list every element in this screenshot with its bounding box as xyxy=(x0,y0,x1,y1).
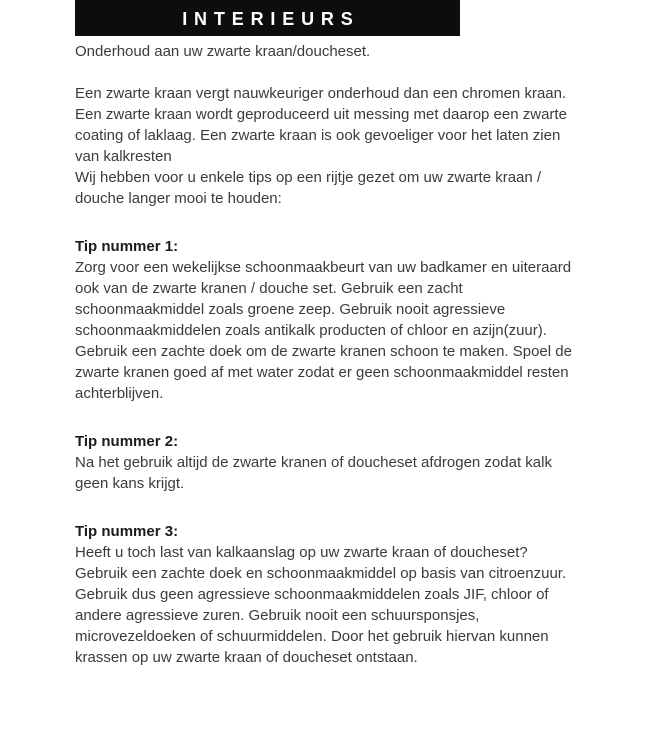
tip-1-paragraph-1: Zorg voor een wekelijkse schoonmaakbeurt van uw badkamer en uiteraard ook van de zwarte kranen / douche set. Gebruik een zacht schoonmaakmiddel zoals groene zeep. Gebruik nooit agressieve schoonmaakmiddelen zoals antikalk producten of chloor en azijn(zuur). xyxy=(75,259,572,339)
page-subtitle: Onderhoud aan uw zwarte kraan/doucheset. xyxy=(75,43,371,60)
tip-2-paragraph-1: Na het gebruik altijd de zwarte kranen of doucheset afdrogen zodat kalk geen kans krijgt. xyxy=(75,454,552,492)
brand-banner xyxy=(75,0,460,36)
tip-1-paragraph-2: Gebruik een zachte doek om de zwarte kranen schoon te maken. Spoel de zwarte kranen goed af met water zodat er geen schoonmaakmiddel resten achterblijven. xyxy=(75,343,572,402)
tip-3-paragraph-1: Heeft u toch last van kalkaanslag op uw zwarte kraan of doucheset? Gebruik een zachte doek en schoonmaakmiddel op basis van citroenzuur. Gebruik dus geen agressieve schoonmaakmiddelen zoals JIF, chloor of andere agressieve zuren. Gebruik nooit een schuursponsjes, microvezeldoeken of schuurmiddelen. Door het gebruik hiervan kunnen krassen op uw zwarte kraan of doucheset ontstaan. xyxy=(75,544,567,666)
intro-paragraph-tips-lead: Wij hebben voor u enkele tips op een rijtje gezet om uw zwarte kraan / douche langer mooi te houden: xyxy=(75,169,542,207)
tip-2-heading: Tip nummer 2: xyxy=(75,433,179,450)
intro-paragraph: Een zwarte kraan vergt nauwkeuriger onderhoud dan een chromen kraan. Een zwarte kraan wordt geproduceerd uit messing met daarop een zwarte coating of laklaag. Een zwarte kraan is ook gevoeliger voor het laten zien van kalkresten xyxy=(75,85,567,165)
tip-1-heading: Tip nummer 1: xyxy=(75,238,179,255)
brand-logo-text: INTERIEURS xyxy=(182,9,360,29)
tip-3-heading: Tip nummer 3: xyxy=(75,523,179,540)
